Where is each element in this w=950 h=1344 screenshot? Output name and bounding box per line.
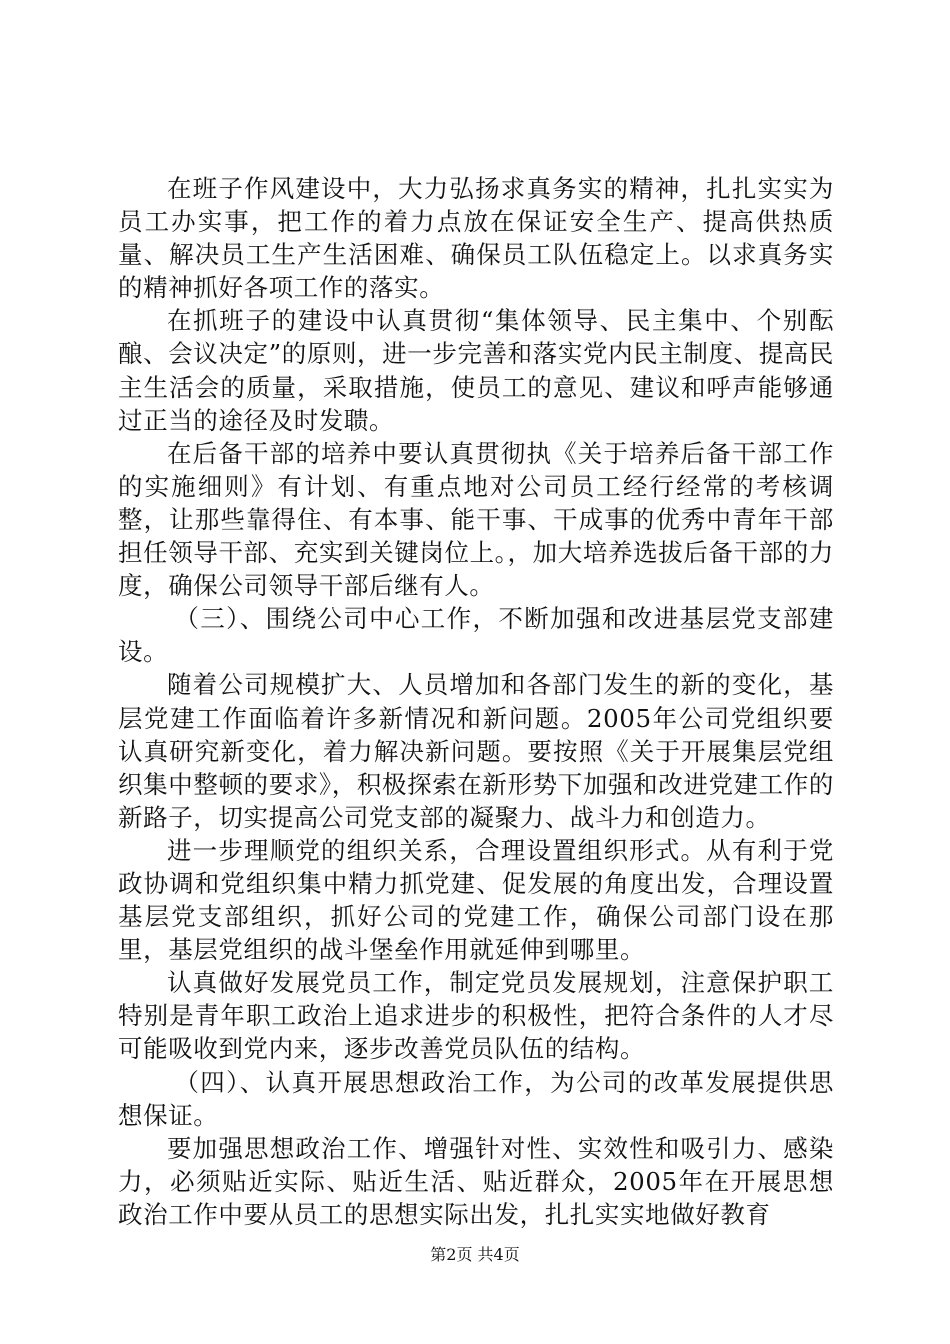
section-heading-four: （四）、认真开展思想政治工作，为公司的改革发展提供思想保证。 <box>118 1067 834 1130</box>
paragraph-team-building: 在抓班子的建设中认真贯彻“集体领导、民主集中、个别酝酿、会议决定”的原则，进一步完善和落实党内民主制度、提高民主生活会的质量，采取措施，使员工的意见、建议和呼声能够通过正当的途径及时发聩。 <box>118 306 834 435</box>
document-body <box>118 172 834 1231</box>
paragraph-organization: 进一步理顺党的组织关系，合理设置组织形式。从有利于党政协调和党组织集中精力抓党建、促发展的角度出发，合理设置基层党支部组织，抓好公司的党建工作，确保公司部门设在那里，基层党组织的战斗堡垒作用就延伸到哪里。 <box>118 835 834 965</box>
paragraph-member-development: 认真做好发展党员工作，制定党员发展规划，注意保护职工特别是青年职工政治上追求进步的积极性，把符合条件的人才尽可能吸收到党内来，逐步改善党员队伍的结构。 <box>118 968 834 1064</box>
page-number-footer: 第2页 共4页 <box>430 1245 520 1264</box>
paragraph-political-work: 要加强思想政治工作、增强针对性、实效性和吸引力、感染力，必须贴近实际、贴近生活、贴近群众，2005年在开展思想政治工作中要从员工的思想实际出发，扎扎实实地做好教育 <box>118 1133 834 1229</box>
paragraph-team-style: 在班子作风建设中，大力弘扬求真务实的精神，扎扎实实为员工办实事，把工作的着力点放在保证安全生产、提高供热质量、解决员工生产生活困难、确保员工队伍稳定上。以求真务实的精神抓好各项工作的落实。 <box>118 174 834 303</box>
paragraph-reserve-cadres: 在后备干部的培养中要认真贯彻执《关于培养后备干部工作的实施细则》有计划、有重点地对公司员工经行经常的考核调整，让那些靠得住、有本事、能干事、干成事的优秀中青年干部担任领导干部、充实到关键岗位上。，加大培养选拔后备干部的力度，确保公司领导干部后继有人。 <box>118 438 834 601</box>
section-heading-three: （三）、围绕公司中心工作，不断加强和改进基层党支部建设。 <box>118 604 834 667</box>
paragraph-grassroots-party: 随着公司规模扩大、人员增加和各部门发生的新的变化，基层党建工作面临着许多新情况和新问题。2005年公司党组织要认真研究新变化，着力解决新问题。要按照《关于开展集层党组织集中整顿的要求》，积极探索在新形势下加强和改进党建工作的新路子，切实提高公司党支部的凝聚力、战斗力和创造力。 <box>118 670 834 832</box>
